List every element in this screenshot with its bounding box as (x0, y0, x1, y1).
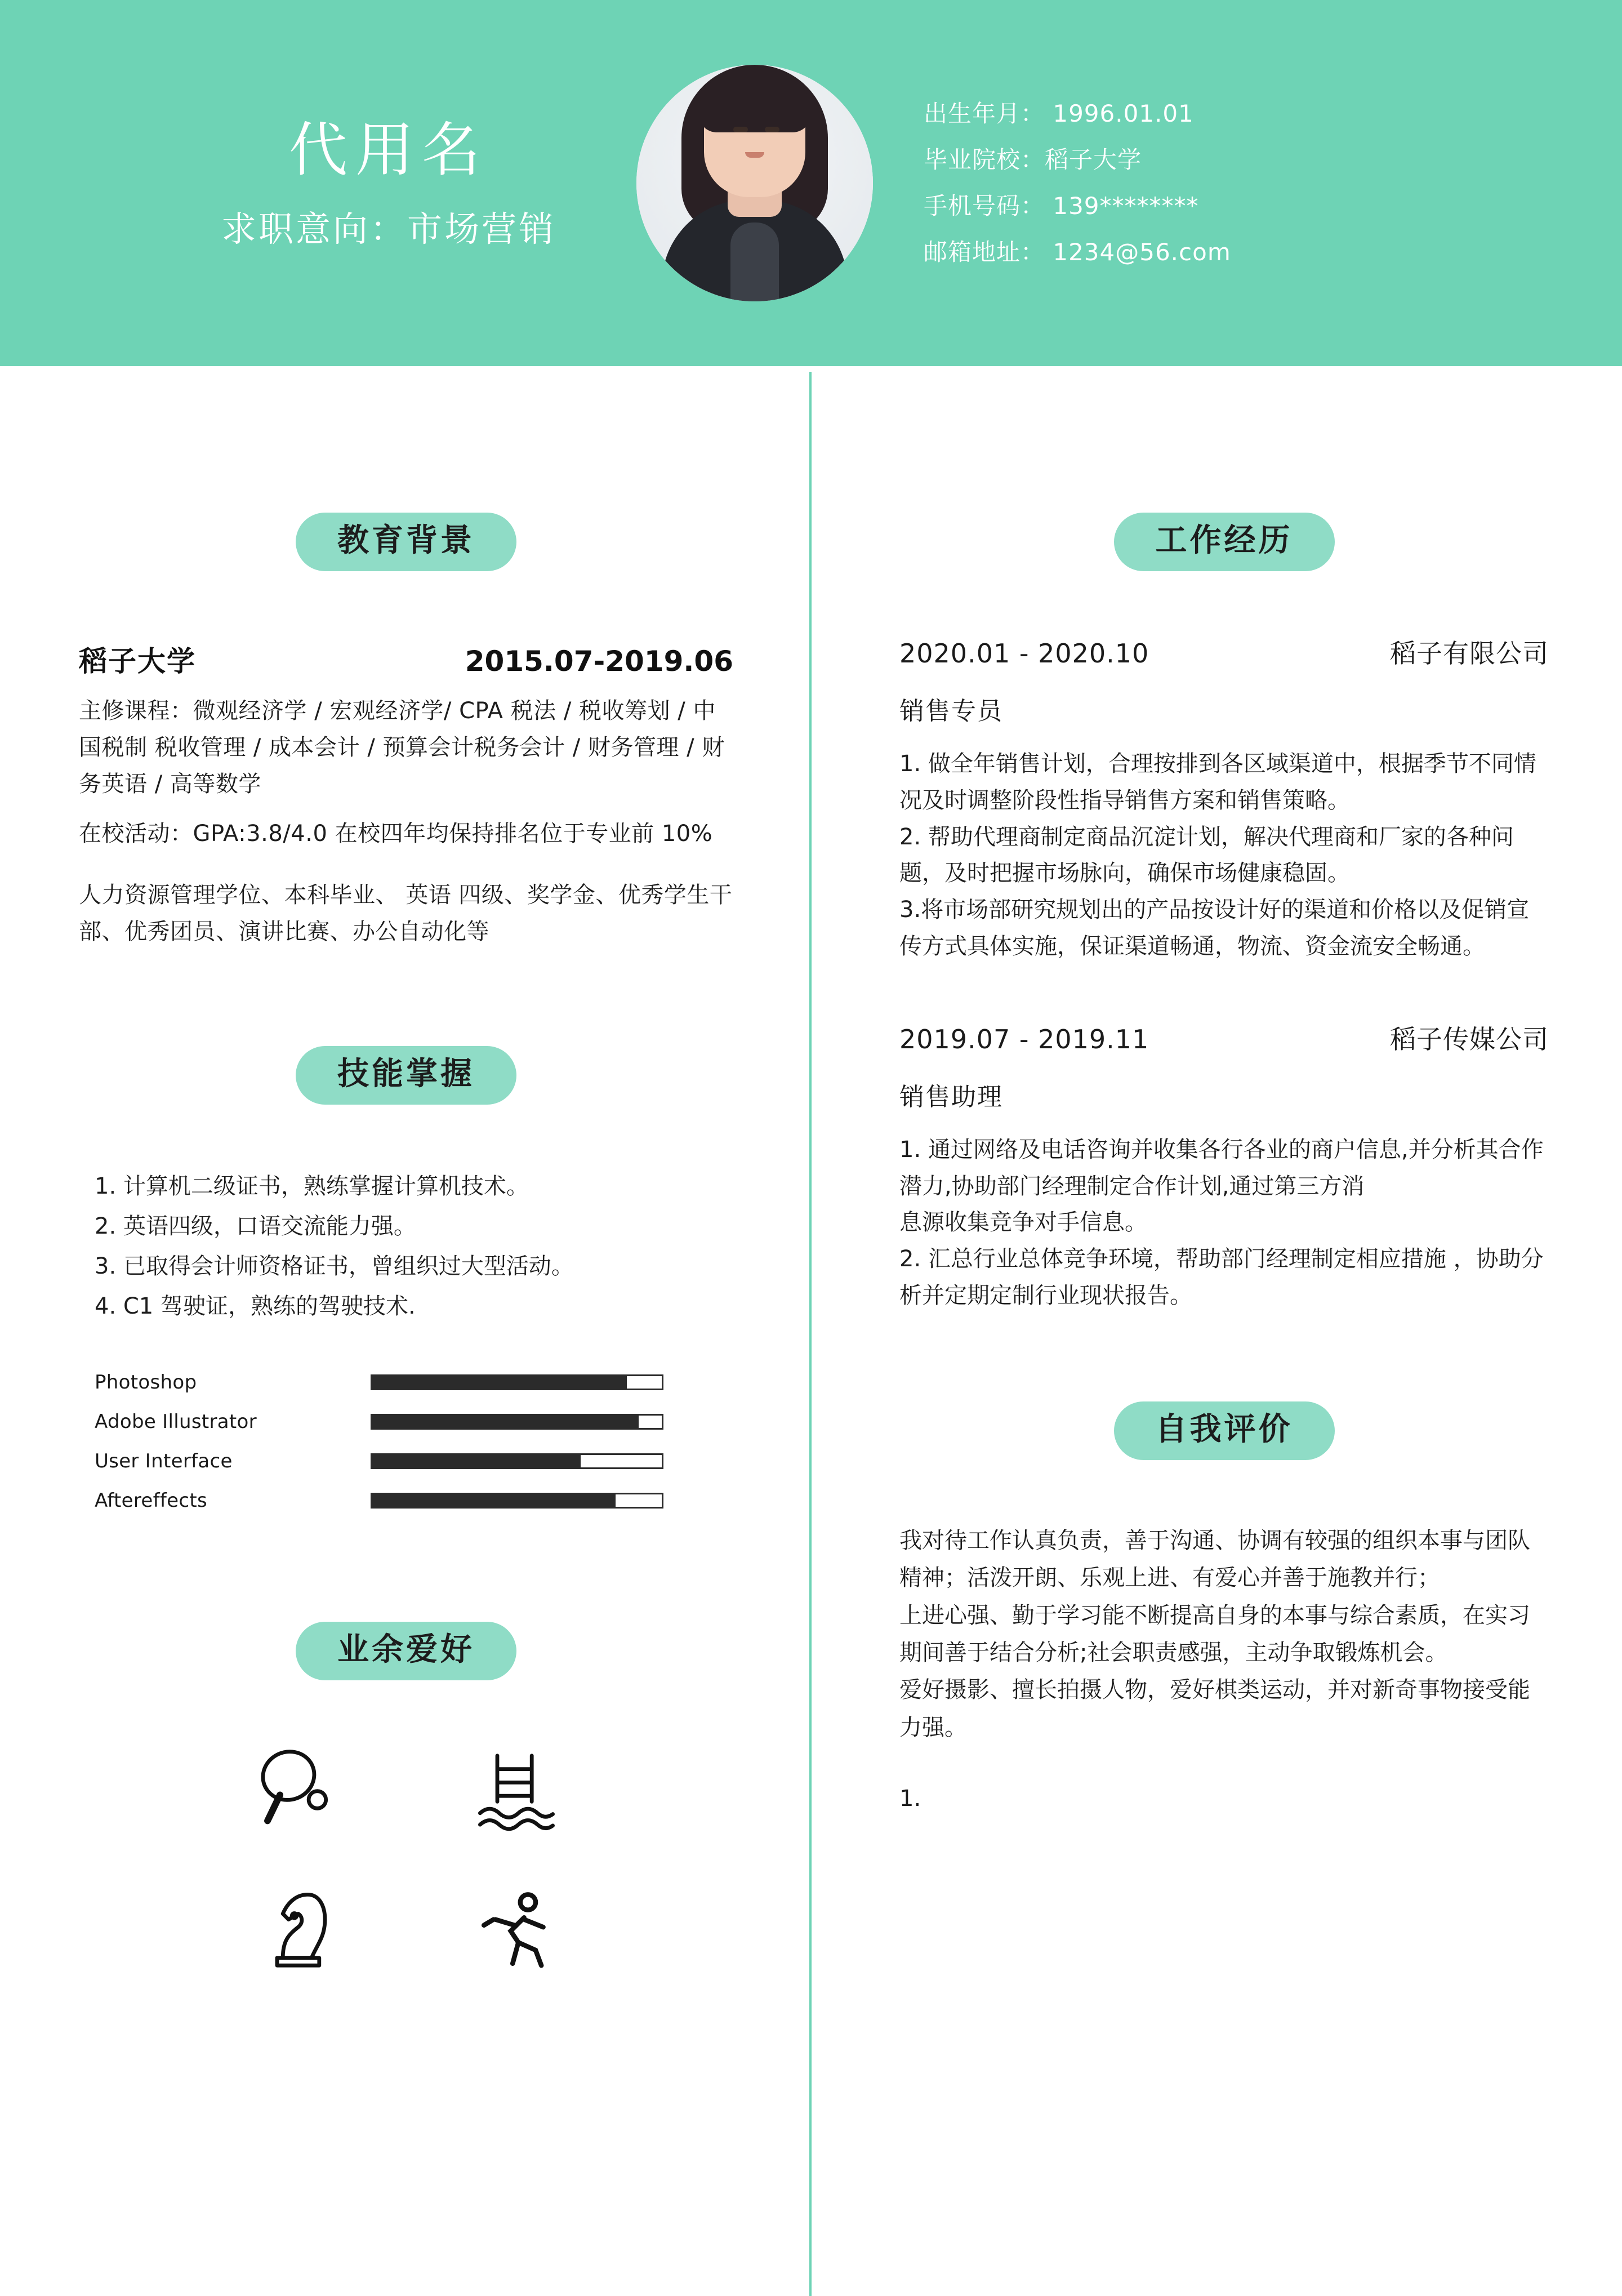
chess-knight-icon (248, 1883, 344, 1979)
avatar (636, 65, 873, 301)
contact-email: 邮箱地址： 1234@56.com (924, 238, 1231, 266)
hobby-grid (79, 1742, 733, 1979)
section-title-hobbies: 业余爱好 (296, 1622, 516, 1680)
skill-bar-row (95, 1410, 733, 1433)
skill-bar-fill (372, 1494, 616, 1507)
skill-bar-row (95, 1371, 733, 1394)
job-objective: 求职意向：市场营销 (221, 208, 556, 250)
section-title-self-evaluation: 自我评价 (1114, 1401, 1335, 1460)
work-company: 稻子有限公司 (1390, 638, 1549, 669)
skill-list (79, 1167, 733, 1327)
running-icon (469, 1883, 564, 1979)
list-item: 3. 已取得会计师资格证书，曾组织过大型活动。 (95, 1253, 574, 1280)
skill-bar-row (95, 1450, 733, 1472)
avatar-shirt (730, 223, 779, 301)
swimming-icon (469, 1742, 564, 1838)
right-column (809, 400, 1622, 1979)
self-evaluation-tail: 1. (899, 1786, 921, 1812)
avatar-eye-right (765, 127, 779, 132)
work-description: 1. 做全年销售计划，合理按排到各区域渠道中，根据季节不同情况及时调整阶段性指导销售方案和销售策略。 2. 帮助代理商制定商品沉淀计划，解决代理商和厂家的各种问题，及时把握市场脉向，确保市场健康稳固。 3.将市场部研究规划出的产品按设计好的渠道和价格以及促销宣传方式具体实施，保证渠道畅通，物流、资金流安全畅通。 (899, 751, 1536, 959)
education-courses: 主修课程：微观经济学 / 宏观经济学/ CPA 税法 / 税收筹划 / 中国税制 税收管理 / 成本会计 / 预算会计税务会计 / 财务管理 / 财务英语 / 高等数学 (79, 698, 725, 797)
contact-block (924, 91, 1231, 275)
work-entry-header (899, 633, 1549, 670)
skill-bar-track (371, 1374, 663, 1390)
section-title-education: 教育背景 (296, 513, 516, 571)
skill-bar-row (95, 1489, 733, 1512)
work-company: 稻子传媒公司 (1390, 1024, 1549, 1054)
skill-bar-label: User Interface (95, 1449, 233, 1472)
skill-bar-track (371, 1493, 663, 1509)
list-item: 2. 英语四级，口语交流能力强。 (95, 1213, 416, 1239)
skill-bar-track (371, 1453, 663, 1469)
education-school: 稻子大学 (79, 645, 196, 678)
name-block (158, 115, 620, 251)
skills-section-header (79, 1046, 733, 1105)
contact-phone: 手机号码： 139******** (924, 192, 1199, 220)
page-title: 代用名 (288, 115, 488, 185)
skill-bar-fill (372, 1416, 639, 1428)
education-activities: 在校活动：GPA:3.8/4.0 在校四年均保持排名位于专业前 10% (79, 821, 713, 847)
self-evaluation-text: 我对待工作认真负责，善于沟通、协调有较强的组织本事与团队精神；活泼开朗、乐观上进、有爱心并善于施教并行； 上进心强、勤于学习能不断提高自身的本事与综合素质，在实习期间善于结合分析;社会职责感强，主动争取锻炼机会。 爱好摄影、擅长拍摄人物，爱好棋类运动，并对新奇事物接受能力强。 (899, 1527, 1530, 1741)
avatar-mouth (745, 152, 764, 158)
education-honors: 人力资源管理学位、本科毕业、 英语 四级、奖学金、优秀学生干部、优秀团员、演讲比赛、办公自动化等 (79, 882, 733, 945)
work-position: 销售专员 (899, 697, 1003, 726)
skill-bar-label: Photoshop (95, 1371, 197, 1394)
education-entry-header (79, 639, 733, 679)
skill-bar-track (371, 1414, 663, 1430)
self-evaluation-section-header (899, 1401, 1549, 1460)
skill-bars (79, 1371, 733, 1512)
work-date: 2020.01 - 2020.10 (899, 638, 1149, 669)
list-item: 4. C1 驾驶证，熟练的驾驶技术. (95, 1293, 416, 1320)
work-entry (899, 633, 1549, 965)
section-title-skills: 技能掌握 (296, 1046, 516, 1105)
work-entry-header (899, 1019, 1549, 1056)
skill-bar-fill (372, 1455, 581, 1467)
skill-bar-label: Adobe Illustrator (95, 1410, 257, 1433)
skill-bar-label: Aftereffects (95, 1489, 208, 1512)
contact-school: 毕业院校：稻子大学 (924, 146, 1142, 174)
resume-header (0, 0, 1622, 366)
left-column (0, 400, 809, 1979)
skill-bar-fill (372, 1376, 627, 1389)
hobbies-section-header (79, 1622, 733, 1680)
education-section-header (79, 513, 733, 571)
contact-birthdate: 出生年月： 1996.01.01 (924, 100, 1194, 128)
work-entry (899, 1019, 1549, 1314)
resume-body (0, 366, 1622, 1979)
table-tennis-icon (248, 1742, 344, 1838)
work-date: 2019.07 - 2019.11 (899, 1024, 1149, 1054)
list-item: 1. 计算机二级证书，熟练掌握计算机技术。 (95, 1173, 529, 1199)
work-section-header (899, 513, 1549, 571)
section-title-work: 工作经历 (1114, 513, 1335, 571)
work-description: 1. 通过网络及电话咨询并收集各行各业的商户信息,并分析其合作潜力,协助部门经理制定合作计划,通过第三方消 息源收集竞争对手信息。 2. 汇总行业总体竞争环境，帮助部门经理制定相应措施 ，协助分析并定期定制行业现状报告。 (899, 1136, 1544, 1309)
education-date: 2015.07-2019.06 (465, 645, 733, 678)
work-position: 销售助理 (899, 1082, 1003, 1111)
avatar-eye-left (733, 127, 748, 132)
